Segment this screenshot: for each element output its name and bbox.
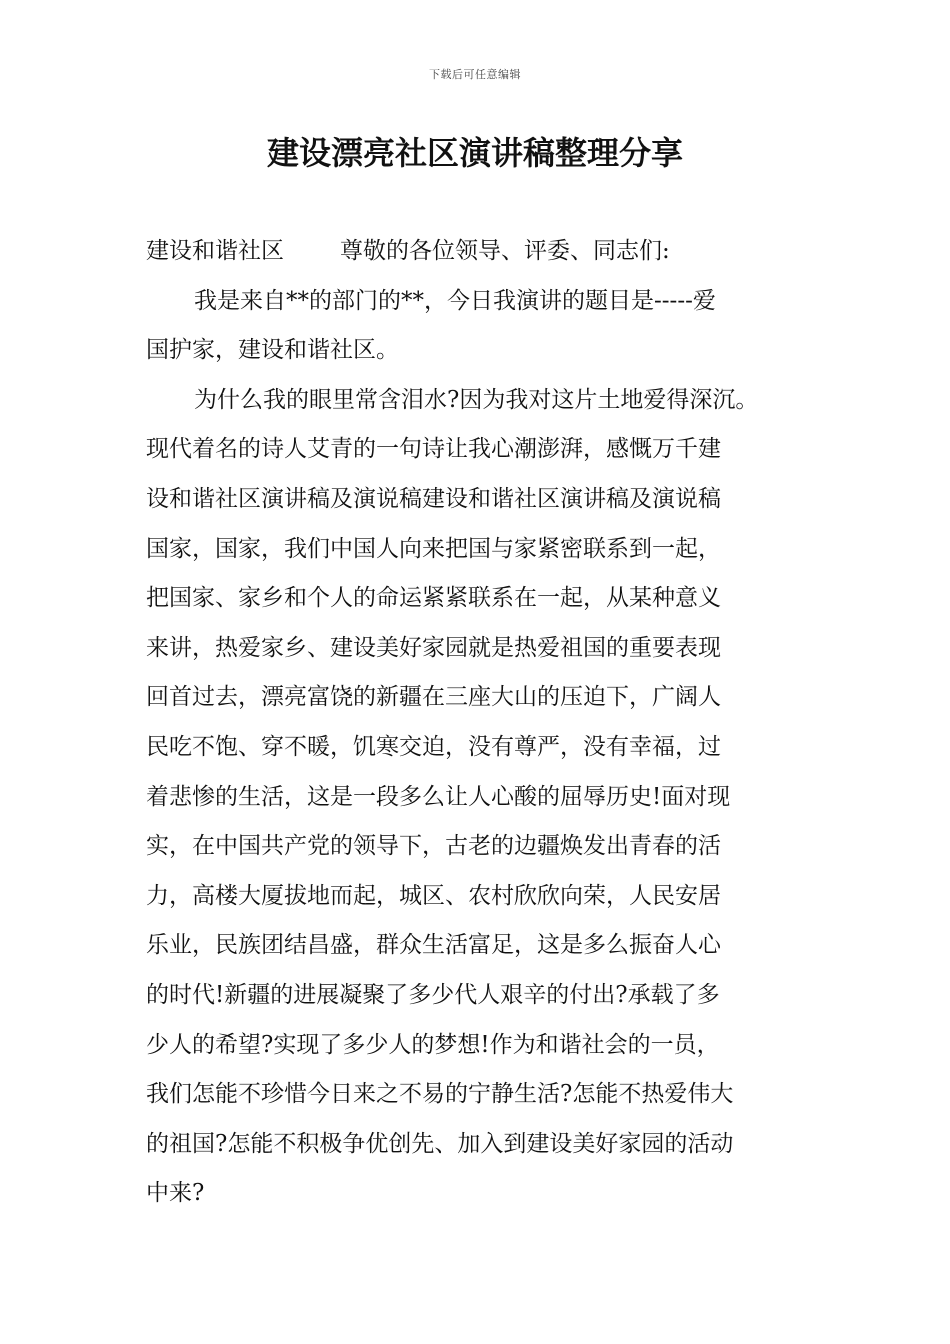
paragraph-line: 把国家、家乡和个人的命运紧紧联系在一起，从某种意义 (146, 585, 721, 612)
paragraph-line: 国护家，建设和谐社区。 (146, 337, 399, 364)
salutation-heading: 建设和谐社区 (146, 238, 284, 264)
paragraph-line: 的祖国?怎能不积极争优创先、加入到建设美好家园的活动 (146, 1130, 734, 1157)
document-title: 建设漂亮社区演讲稿整理分享 (266, 134, 683, 172)
paragraph-line: 少人的希望?实现了多少人的梦想!作为和谐社会的一员， (146, 1031, 720, 1058)
paragraph-line: 着悲惨的生活，这是一段多么让人心酸的屈辱历史!面对现 (146, 783, 731, 810)
paragraph-line: 回首过去，漂亮富饶的新疆在三座大山的压迫下，广阔人 (146, 684, 721, 711)
paragraph-line: 设和谐社区演讲稿及演说稿建设和谐社区演讲稿及演说稿 (146, 485, 721, 512)
paragraph-line: 现代着名的诗人艾青的一句诗让我心潮澎湃，感慨万千建 (146, 436, 721, 463)
paragraph-line: 乐业，民族团结昌盛，群众生活富足，这是多么振奋人心 (146, 932, 721, 959)
paragraph-line: 来讲，热爱家乡、建设美好家园就是热爱祖国的重要表现 (146, 634, 721, 661)
paragraph-line: 力，高楼大厦拔地而起，城区、农村欣欣向荣，人民安居 (146, 882, 721, 909)
paragraph-line: 我是来自**的部门的**，今日我演讲的题目是-----爱 (194, 287, 716, 314)
salutation-line (146, 227, 810, 277)
paragraph-line: 中来? (146, 1180, 205, 1207)
header-note: 下载后可任意编辑 (429, 68, 521, 81)
document-body (146, 227, 810, 1219)
paragraph-line: 国家，国家，我们中国人向来把国与家紧密联系到一起， (146, 535, 721, 562)
paragraph-line: 民吃不饱、穿不暖，饥寒交迫，没有尊严，没有幸福，过 (146, 733, 721, 760)
salutation-text: 尊敬的各位领导、评委、同志们: (340, 238, 670, 264)
paragraph-line: 为什么我的眼里常含泪水?因为我对这片土地爱得深沉。 (194, 386, 759, 413)
paragraph-line: 我们怎能不珍惜今日来之不易的宁静生活?怎能不热爱伟大 (146, 1081, 734, 1108)
paragraph-line: 实，在中国共产党的领导下，古老的边疆焕发出青春的活 (146, 833, 721, 860)
paragraph-line: 的时代!新疆的进展凝聚了多少代人艰辛的付出?承载了多 (146, 981, 720, 1008)
